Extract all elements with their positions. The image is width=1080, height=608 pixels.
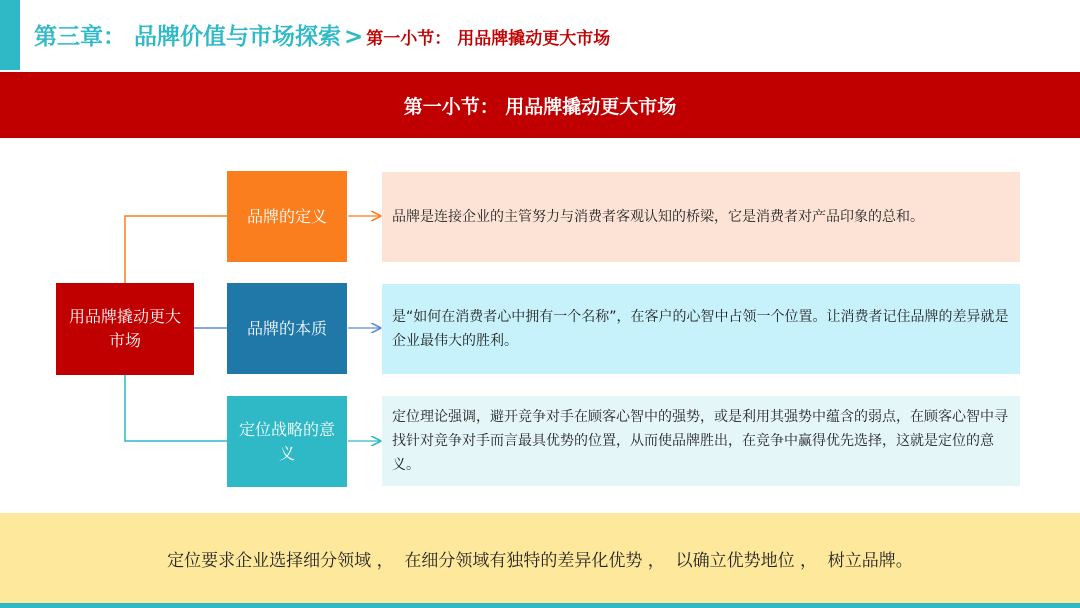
chapter-title: 第三章： 品牌价值与市场探索: [34, 24, 342, 50]
summary-text: 定位要求企业选择细分领域 ， 在细分领域有独特的差异化优势 ， 以确立优势地位 ， 树立品牌。: [167, 550, 913, 571]
connector-root-to-definition: [125, 216, 227, 283]
bottom-accent-strip: [0, 603, 1080, 608]
desc-positioning-meaning: 定位理论强调，避开竞争对手在顾客心智中的强势，或是利用其强势中蕴含的弱点，在顾客心智中寻找针对竞争对手而言最具优势的位置，从而使品牌胜出，在竞争中赢得优先选择，这就是定位的意义。: [382, 396, 1020, 486]
node-brand-definition: 品牌的定义: [227, 171, 347, 262]
section-banner: 第一小节： 用品牌撬动更大市场: [0, 72, 1080, 138]
node-brand-essence: 品牌的本质: [227, 283, 347, 374]
desc-brand-essence: 是“如何在消费者心中拥有一个名称”，在客户的心智中占领一个位置。让消费者记住品牌的差异就是企业最伟大的胜利。: [382, 284, 1020, 374]
summary-band: [0, 513, 1080, 603]
node-positioning-meaning: 定位战略的意义: [227, 396, 347, 487]
root-node: 用品牌撬动更大市场: [56, 283, 194, 375]
section-title: 第一小节： 用品牌撬动更大市场: [366, 29, 611, 49]
title-bar: [0, 0, 1080, 70]
title-accent-bar: [0, 0, 20, 70]
connector-root-to-positioning: [125, 375, 227, 441]
desc-brand-definition: 品牌是连接企业的主管努力与消费者客观认知的桥梁，它是消费者对产品印象的总和。: [382, 172, 1020, 262]
title-separator: >: [344, 24, 364, 50]
slide-title: [34, 22, 610, 54]
